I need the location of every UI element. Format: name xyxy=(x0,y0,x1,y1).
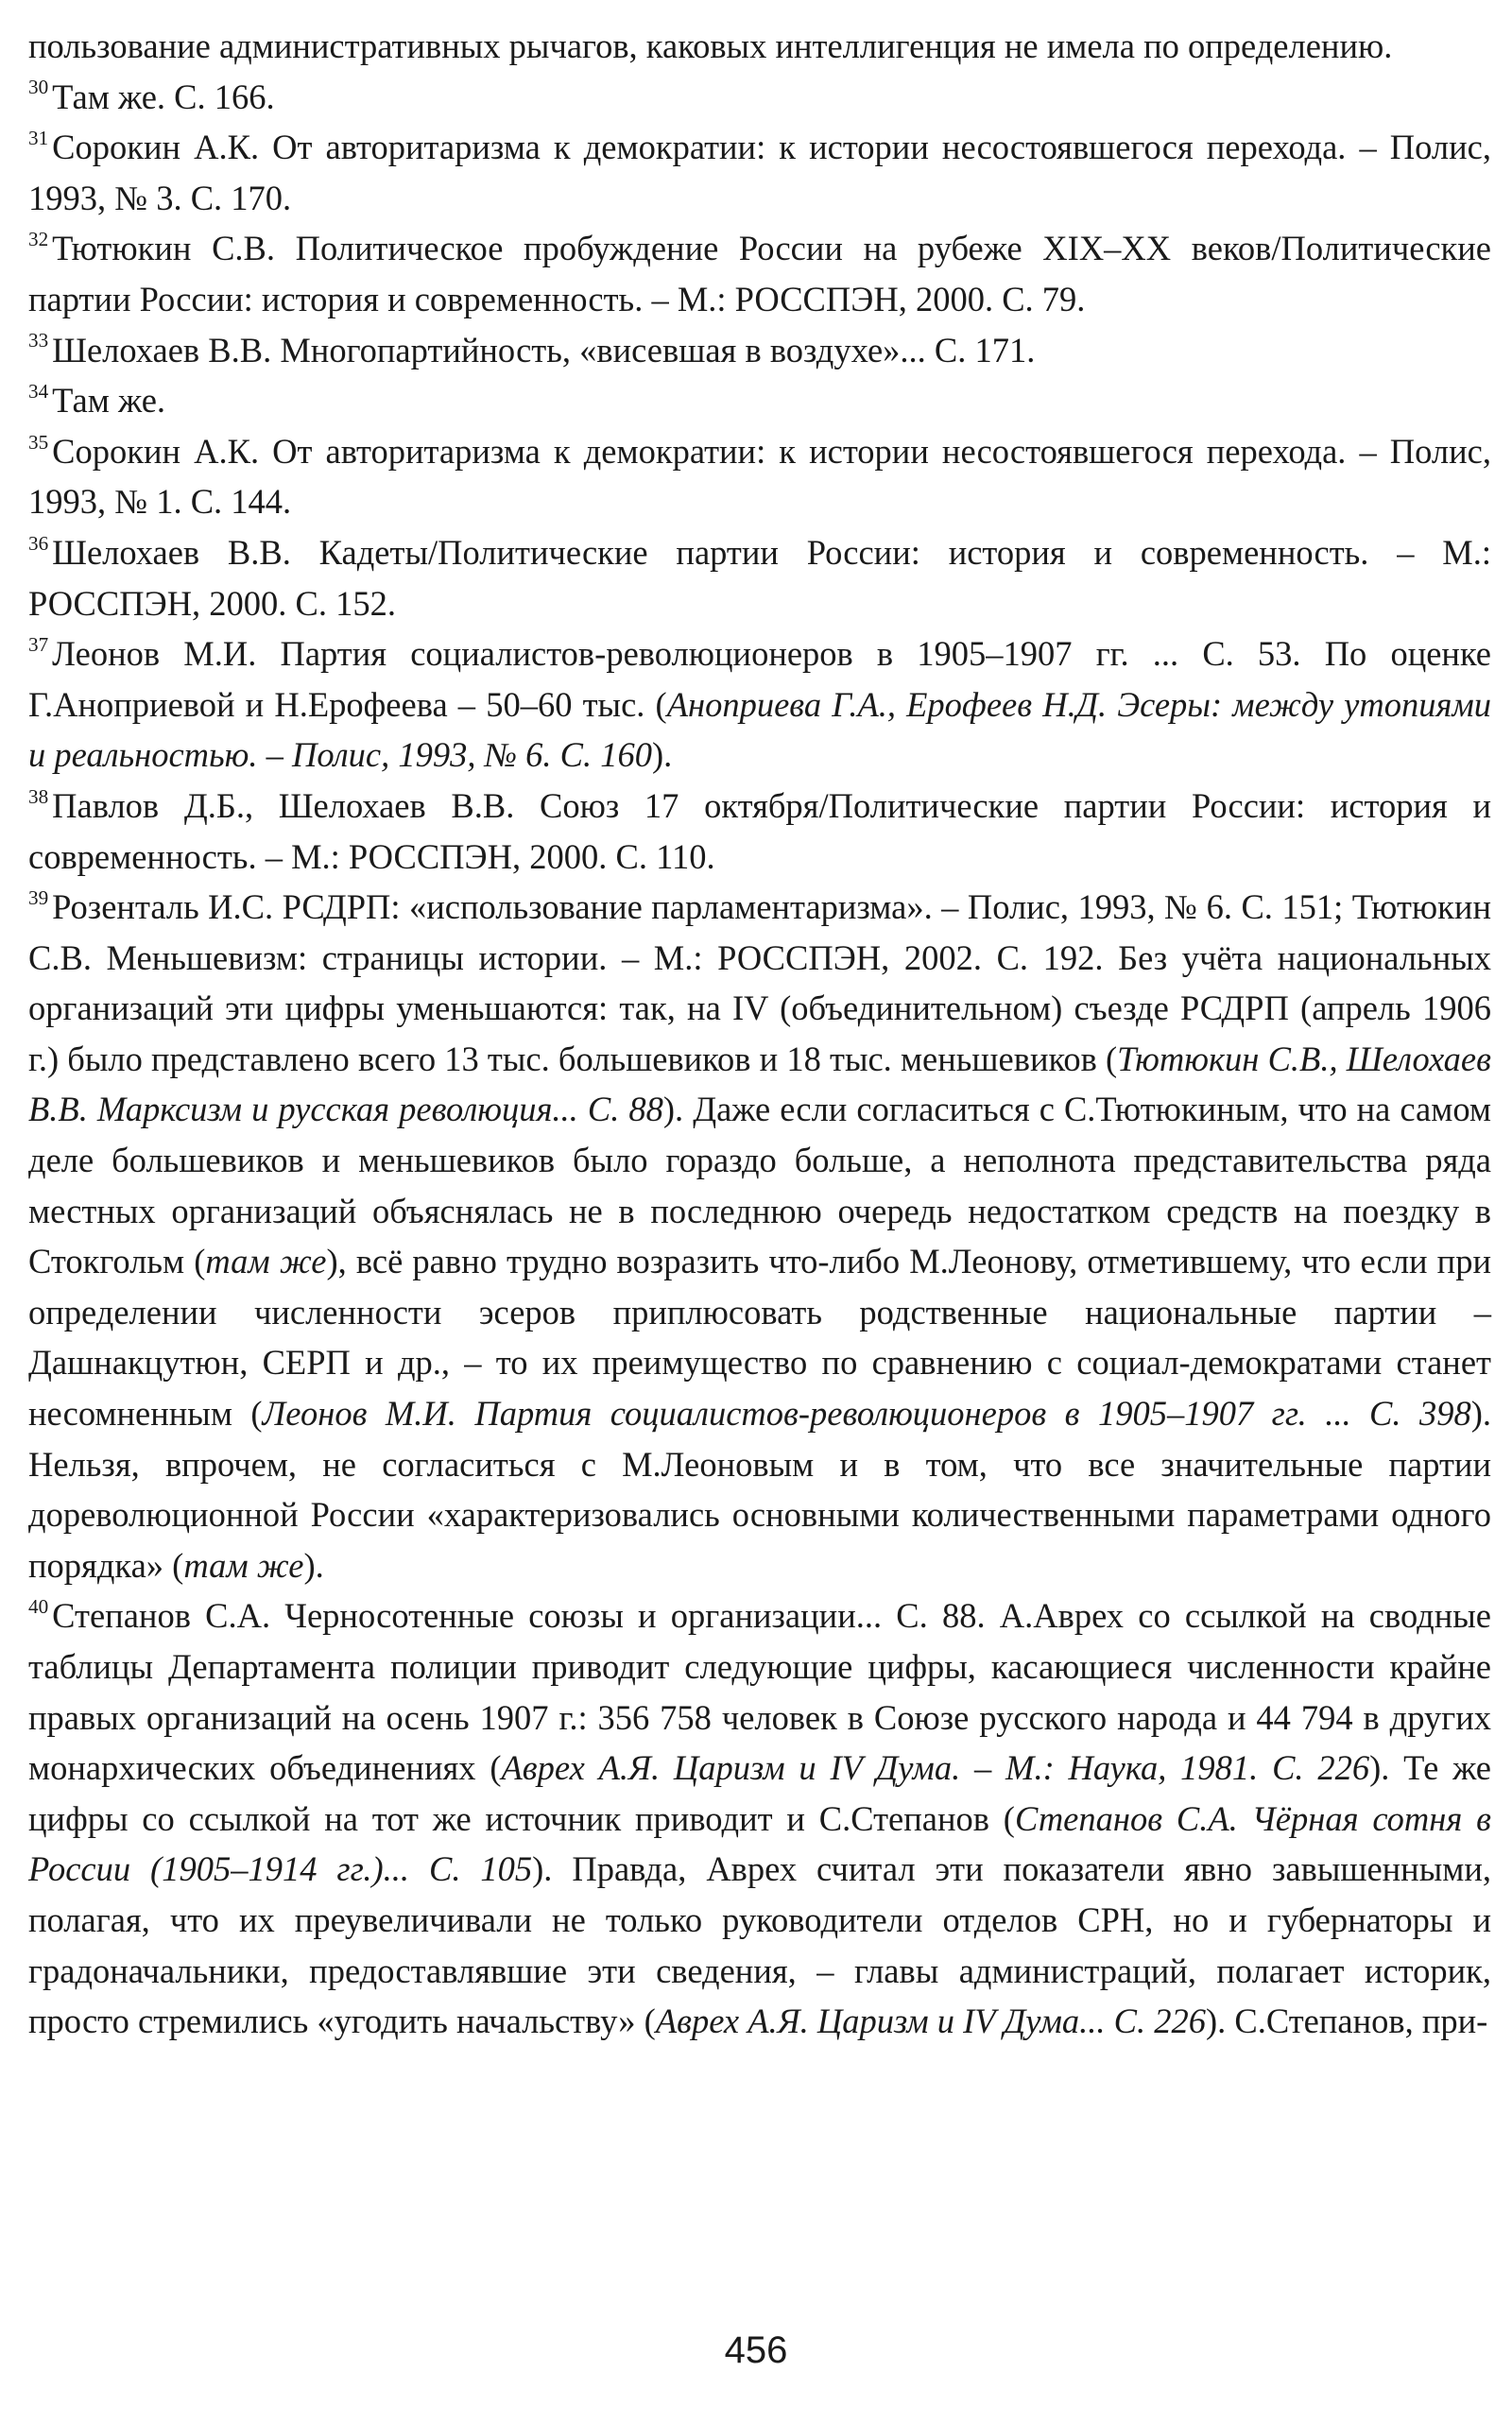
citation-italic: Аврех А.Я. Царизм и IV Дума. – М.: Наука, 1981. С. 226 xyxy=(501,1748,1370,1788)
lead-in-paragraph: пользование административных рычагов, каковых интеллигенция не имела по определению. xyxy=(28,26,1393,65)
footnote-text: Степанов С.А. Черносотенные союзы и организации... С. 88. А.Аврех со ссылкой на сводные таблицы Департамента полиции приводит следующие цифры, касающиеся численности крайне правых организаций на осень 1907 г.: 356 758 человек в Союзе русского народа и 44 794 в других монархических объединениях ( xyxy=(28,1596,1491,1788)
footnote-text: Сорокин А.К. От авторитаризма к демократии: к истории несостоявшегося перехода. – Полис, 1993, № 1. С. 144. xyxy=(28,431,1491,522)
footnote-text: Розенталь И.С. РСДРП: «использование парламентаризма». – Полис, 1993, № 6. С. 151; Тютюкин С.В. Меньшевизм: страницы истории. – М.: РОССПЭН, 2002. С. 192. Без учёта национальных организаций эти цифры уменьшаются: так, на IV (объединительном) съезде РСДРП (апрель 1906 г.) было представлено всего 13 тыс. большевиков и 18 тыс. меньшевиков ( xyxy=(28,887,1491,1078)
citation-italic: там же xyxy=(205,1242,327,1281)
footnote-text: ). xyxy=(651,735,673,775)
footnote-number: 31 xyxy=(28,126,49,149)
footnote-34 xyxy=(28,375,1491,426)
footnote-text: ). С.Степанов, при- xyxy=(1205,2002,1488,2041)
footnote-text: ). Даже если согласиться с С.Тютюкиным, что на самом деле большевиков и меньшевиков было гораздо больше, а неполнота представительства ряда местных организаций объяснялась не в последнюю очередь недостатком средств на поездку в Стокгольм ( xyxy=(28,1090,1491,1281)
footnote-37 xyxy=(28,628,1491,781)
footnote-number: 32 xyxy=(28,228,49,251)
footnote-text: ). Правда, Аврех считал эти показатели явно завышенными, полагая, что их преувеличивали не только руководители отделов СРН, но и губернаторы и градоначальники, предоставлявшие эти сведения, – главы администраций, полагает историк, просто стремились «угодить начальству» ( xyxy=(28,1849,1491,2041)
footnote-35 xyxy=(28,426,1491,527)
footnote-text: ). Те же цифры со ссылкой на тот же источник приводит и С.Степанов ( xyxy=(28,1748,1492,1838)
footnote-number: 39 xyxy=(28,885,49,909)
citation-italic: Аврех А.Я. Царизм и IV Дума... С. 226 xyxy=(655,2002,1206,2041)
footnote-text: ). xyxy=(303,1545,324,1585)
footnote-32 xyxy=(28,223,1491,324)
footnotes-block xyxy=(28,21,1491,2047)
footnote-30 xyxy=(28,72,1491,123)
footnote-number: 30 xyxy=(28,76,49,99)
footnote-text: Шелохаев В.В. Кадеты/Политические партии России: история и современность. – М.: РОССПЭН, 2000. С. 152. xyxy=(28,532,1491,623)
citation-italic: Степанов С.А. Чёрная сотня в России (1905–1914 гг.)... С. 105 xyxy=(28,1798,1491,1889)
footnote-number: 37 xyxy=(28,632,49,656)
footnote-text: Тютюкин С.В. Политическое пробуждение России на рубеже XIX–XX веков/Политические партии России: история и современность. – М.: РОССПЭН, 2000. С. 79. xyxy=(28,229,1491,318)
footnote-number: 33 xyxy=(28,329,49,352)
footnote-text: Там же. С. 166. xyxy=(52,77,275,116)
footnote-text: Сорокин А.К. От авторитаризма к демократии: к истории несостоявшегося перехода. – Полис, 1993, № 3. С. 170. xyxy=(28,128,1491,217)
citation-italic: там же xyxy=(183,1545,304,1585)
footnote-text: Шелохаев В.В. Многопартийность, «висевшая в воздухе»... С. 171. xyxy=(52,330,1036,369)
footnote-number: 36 xyxy=(28,531,49,555)
footnote-number: 35 xyxy=(28,430,49,454)
citation-italic: Аноприева Г.А., Ерофеев Н.Д. Эсеры: между утопиями и реальностью. – Полис, 1993, № 6. С. 160 xyxy=(28,684,1491,775)
citation-italic: Леонов М.И. Партия социалистов-революционеров в 1905–1907 гг. ... С. 398 xyxy=(262,1394,1471,1434)
footnote-number: 38 xyxy=(28,784,49,808)
footnote-38 xyxy=(28,781,1491,882)
footnote-36 xyxy=(28,527,1491,628)
footnote-text: Там же. xyxy=(52,381,166,421)
footnote-31 xyxy=(28,122,1491,223)
footnote-39 xyxy=(28,882,1491,1590)
footnote-number: 34 xyxy=(28,379,49,403)
footnote-text: ). Нельзя, впрочем, не согласиться с М.Леоновым и в том, что все значительные партии дореволюционной России «характеризовались основными количественными параметрами одного порядка» ( xyxy=(28,1394,1491,1585)
footnote-text: ), всё равно трудно возразить что-либо М.Леонову, отметившему, что если при определении численности эсеров приплюсовать родственные национальные партии – Дашнакцутюн, СЕРП и др., – то их преимущество по сравнению с социал-демократами станет несомненным ( xyxy=(28,1242,1491,1434)
footnote-40 xyxy=(28,1590,1491,2046)
footnote-text: Павлов Д.Б., Шелохаев В.В. Союз 17 октября/Политические партии России: история и современность. – М.: РОССПЭН, 2000. С. 110. xyxy=(28,785,1491,876)
footnote-33 xyxy=(28,325,1491,376)
citation-italic: Тютюкин С.В., Шелохаев В.В. Марксизм и русская революция... С. 88 xyxy=(28,1039,1491,1129)
footnote-number: 40 xyxy=(28,1595,49,1619)
page-number: 456 xyxy=(724,2329,788,2371)
footnote-text: Леонов М.И. Партия социалистов-революционеров в 1905–1907 гг. ... С. 53. По оценке Г.Аноприевой и Н.Ерофеева – 50–60 тыс. ( xyxy=(28,634,1491,724)
